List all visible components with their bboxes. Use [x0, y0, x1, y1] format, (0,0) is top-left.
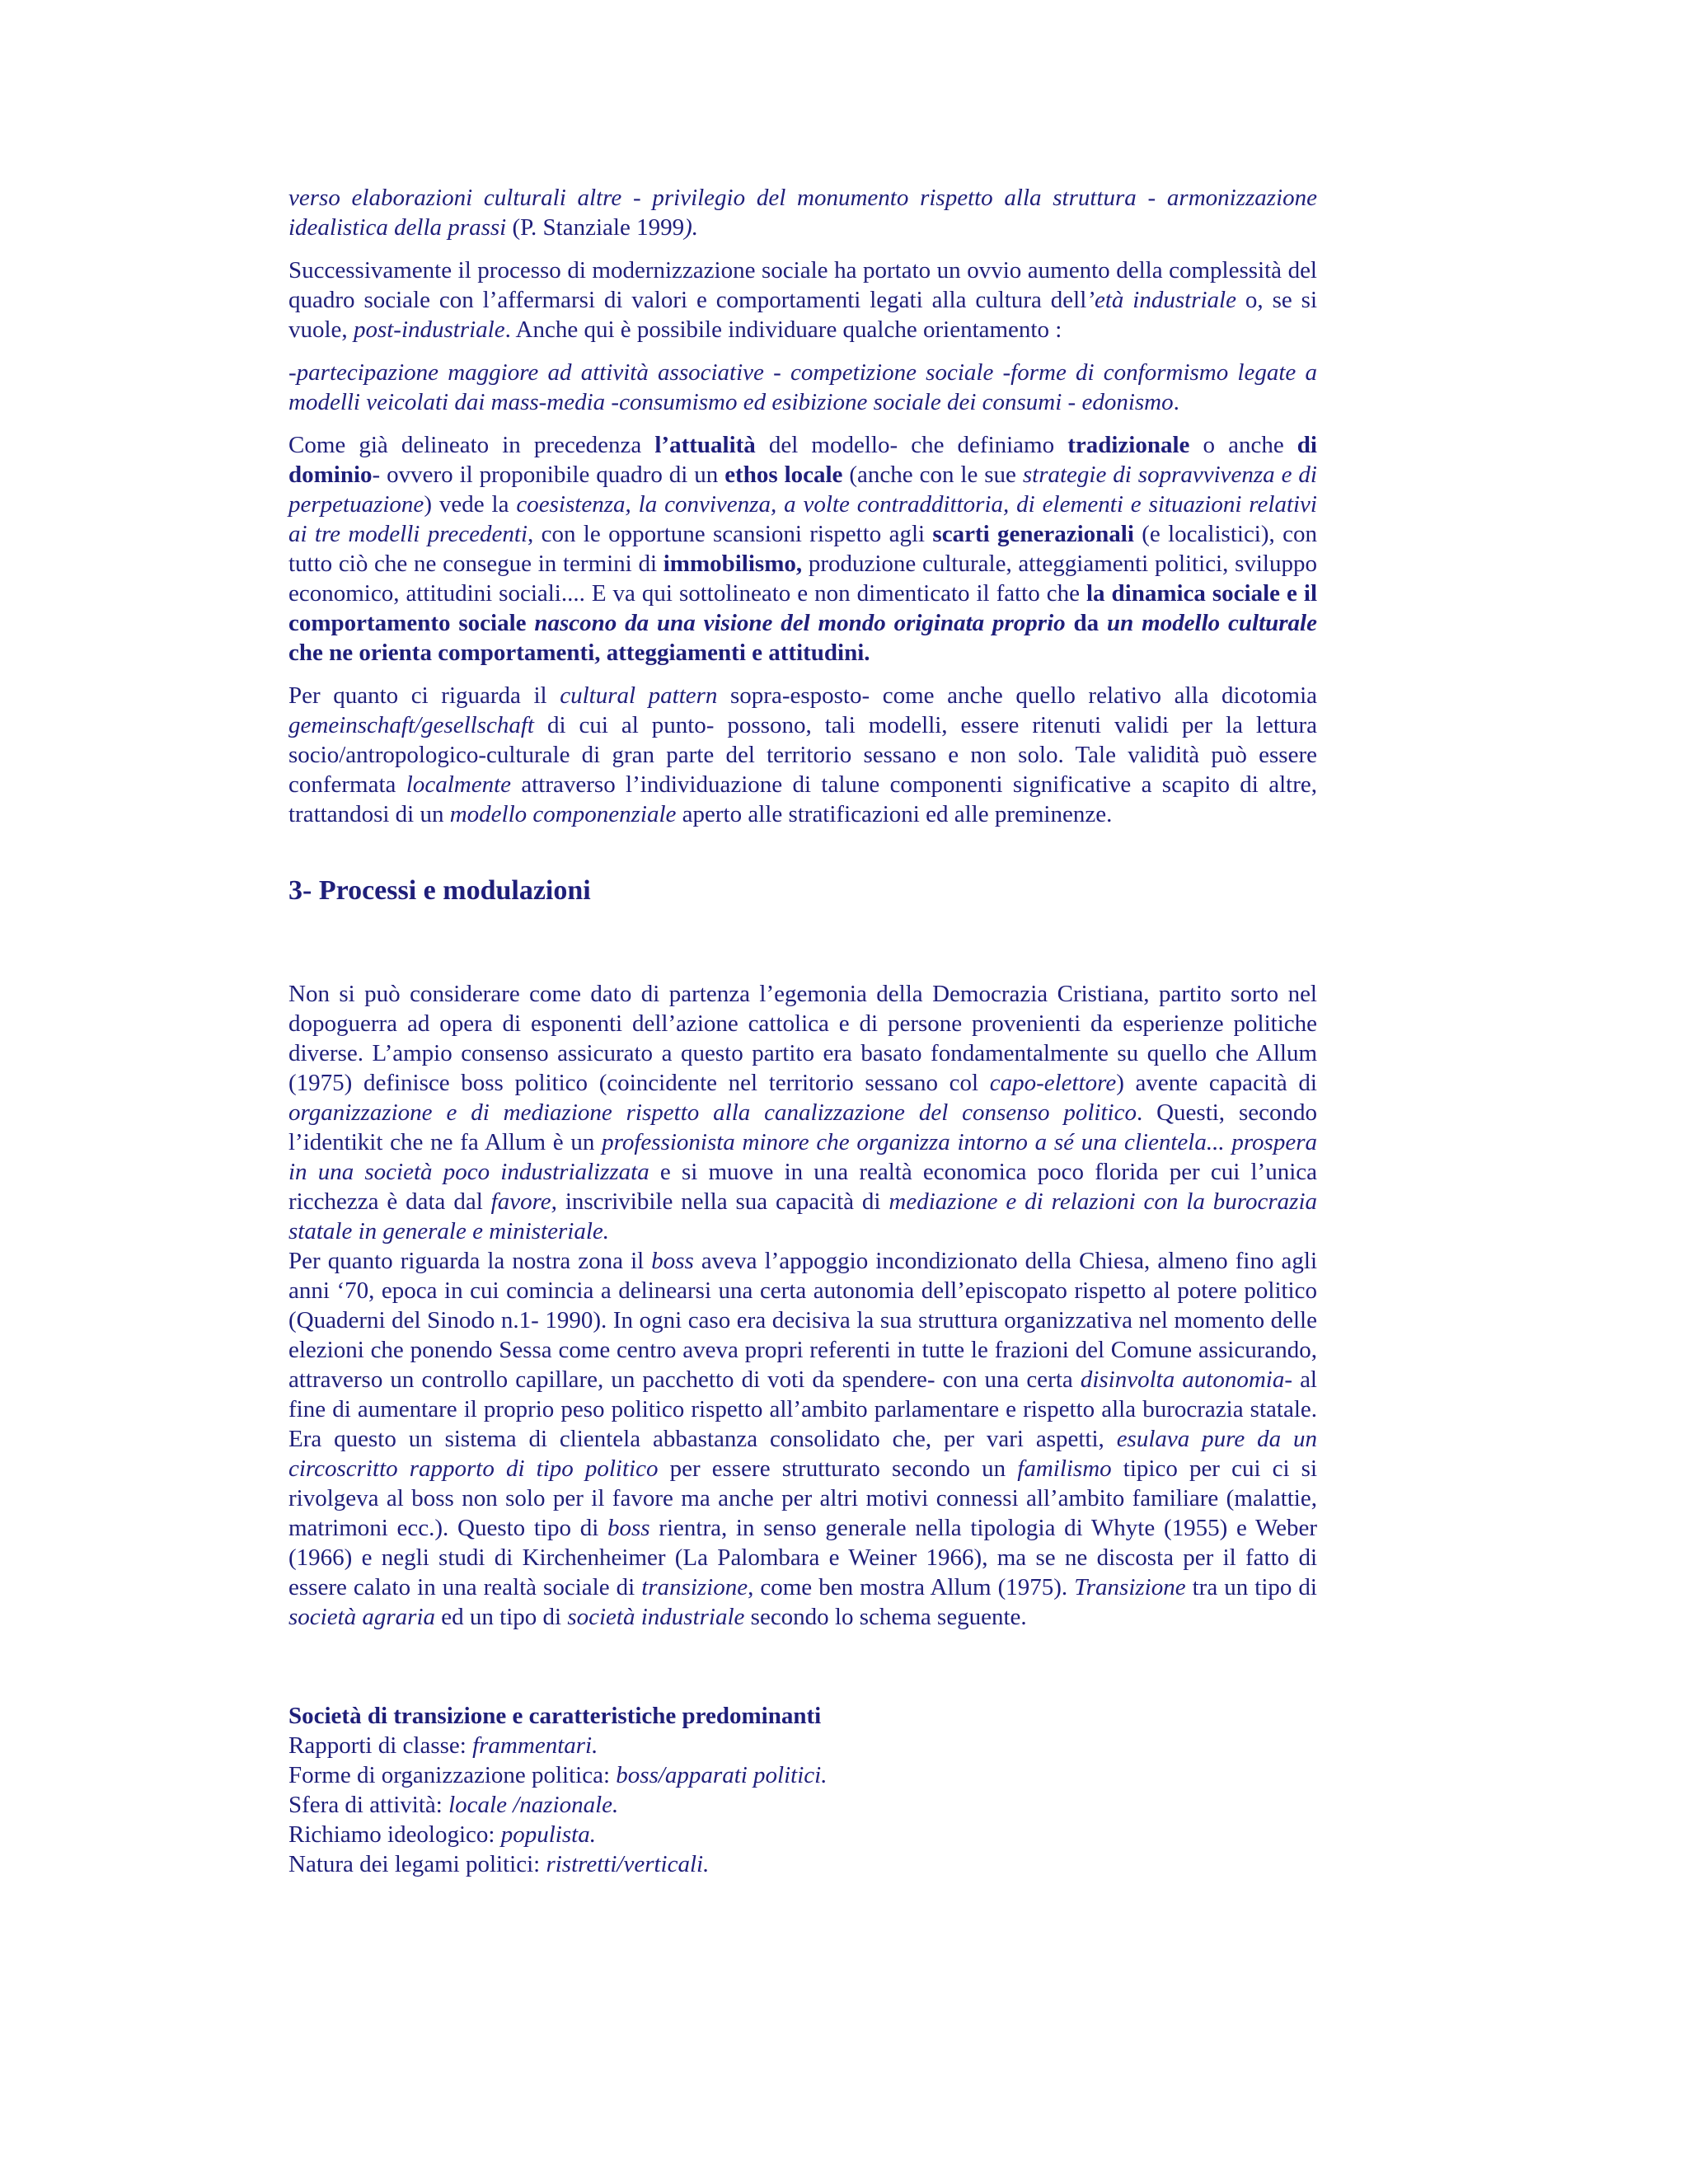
list-item	[288, 1820, 1317, 1849]
text-run: -partecipazione maggiore ad attività associative - competizione sociale -forme di conformismo legate a modelli veicolati dai mass-media -consumismo ed esibizione sociale dei consumi - edonismo	[288, 359, 1317, 415]
list-item-label: Rapporti di classe:	[288, 1732, 473, 1759]
text-run: di cui al punto- possono, tali modelli, essere ritenuti validi per la lettura socio/antropologico-culturale di gran parte del territorio sessano e non solo. Tale validità può essere confermata	[288, 712, 1317, 798]
text-run: organizzazione e di mediazione rispetto alla canalizzazione del consenso politico	[288, 1099, 1137, 1126]
list-items	[288, 1731, 1317, 1879]
list-item	[288, 1731, 1317, 1760]
text-run: sopra-esposto- come anche quello relativo alla dicotomia	[717, 682, 1318, 709]
paragraph	[288, 358, 1317, 417]
text-run: post-industriale	[353, 316, 505, 343]
list-item-value: populista.	[500, 1821, 596, 1848]
text-run: transizione	[641, 1574, 748, 1601]
text-run: - ovvero il proponibile quadro di un	[372, 462, 725, 488]
text-run: Come già delineato in precedenza	[288, 432, 655, 458]
list-item-label: Sfera di attività:	[288, 1792, 449, 1818]
text-run: o, se si vuole,	[288, 287, 1317, 343]
list-item-value: locale /nazionale.	[448, 1792, 619, 1818]
text-run: l’attualità	[654, 432, 756, 458]
text-run: per essere strutturato secondo un	[658, 1455, 1018, 1482]
text-run: mediazione e di relazioni con la burocrazia statale in generale e ministeriale.	[288, 1188, 1318, 1244]
paragraph	[288, 255, 1317, 344]
text-run: capo-elettore	[989, 1070, 1117, 1096]
text-run: .	[1173, 389, 1179, 415]
text-run: tipico per cui ci si rivolgeva al boss non solo per il favore ma anche per altri motivi connessi all’ambito familiare (malattie, matrimoni ecc.). Questo tipo di	[288, 1455, 1318, 1541]
list-item-value: ristretti/verticali.	[546, 1851, 710, 1877]
text-run: professionista minore che organizza intorno a sé una clientela... prospera in una società poco industrializzata	[288, 1129, 1317, 1185]
text-run: di dominio	[288, 432, 1317, 488]
text-run: , come ben mostra Allum (1975).	[748, 1574, 1075, 1601]
text-run: produzione culturale, atteggiamenti politici, sviluppo economico, attitudini sociali.... E va qui sottolineato e non dimenticato il fatto che	[288, 551, 1317, 607]
text-run: nascono da una visione del mondo originata proprio	[534, 610, 1066, 636]
text-run: tra un tipo di	[1185, 1574, 1317, 1601]
text-run: verso elaborazioni culturali altre - privilegio del monumento rispetto alla struttura - armonizzazione idealistica della prassi	[288, 185, 1317, 241]
list-item-value: boss/apparati politici.	[616, 1762, 828, 1788]
text-run: disinvolta autonomia	[1080, 1366, 1285, 1393]
text-run: società agraria	[288, 1604, 436, 1630]
text-run: scarti generazionali	[932, 521, 1134, 547]
text-run: modello componenziale	[449, 801, 677, 827]
list-item-label: Richiamo ideologico:	[288, 1821, 501, 1848]
text-run: coesistenza, la convivenza, a volte contraddittoria, di elementi e situazioni relativi ai tre modelli precedenti	[288, 491, 1317, 547]
section-heading: 3- Processi e modulazioni	[288, 875, 591, 906]
text-run: boss	[607, 1515, 650, 1541]
text-run: (P. Stanziale 1999	[506, 214, 685, 241]
text-run: familismo	[1017, 1455, 1112, 1482]
text-run: localmente	[406, 771, 512, 798]
text-run: - al fine di aumentare il proprio peso politico rispetto all’ambito parlamentare e rispetto alla burocrazia statale. Era questo un sistema di clientela abbastanza consolidato che, per vari aspetti,	[288, 1366, 1317, 1452]
list-title: Società di transizione e caratteristiche predominanti	[288, 1703, 822, 1729]
text-run: boss	[651, 1248, 694, 1274]
paragraph	[288, 1246, 1317, 1632]
text-run: del modello- che definiamo	[755, 432, 1068, 458]
text-run: e si muove in una realtà economica poco florida per cui l’unica ricchezza è data dal	[288, 1159, 1318, 1215]
text-run: Per quanto ci riguarda il	[288, 682, 560, 709]
list-item-value: frammentari.	[472, 1732, 598, 1759]
text-run: rientra, in senso generale nella tipologia di Whyte (1955) e Weber (1966) e negli studi di Kirchenheimer (La Palombara e Weiner 1966), ma se ne discosta per il fatto di essere calato in una realtà sociale di	[288, 1515, 1317, 1601]
text-run: Transizione	[1074, 1574, 1186, 1601]
text-run: un modello culturale	[1107, 610, 1317, 636]
text-run: ) avente capacità di	[1116, 1070, 1317, 1096]
text-run: immobilismo,	[663, 551, 803, 577]
list-item-label: Forme di organizzazione politica:	[288, 1762, 617, 1788]
text-run: ).	[684, 214, 698, 241]
document-page	[288, 183, 1317, 1879]
text-run: Per quanto riguarda la nostra zona il	[288, 1248, 652, 1274]
text-run: . Anche qui è possibile individuare qualche orientamento :	[504, 316, 1062, 343]
text-run: strategie di sopravvivenza e di perpetuazione	[288, 462, 1317, 518]
text-run: favore,	[490, 1188, 557, 1215]
text-run: (anche con le sue	[842, 462, 1023, 488]
text-run: Successivamente il processo di modernizzazione sociale ha portato un ovvio aumento della complessità del quadro sociale con l’affermarsi di valori e comportamenti legati alla cultura dell	[288, 257, 1317, 313]
paragraph	[288, 430, 1317, 668]
list-item-label: Natura dei legami politici:	[288, 1851, 546, 1877]
text-section-before-heading	[288, 183, 1317, 829]
list-item	[288, 1849, 1317, 1879]
text-run: o anche	[1189, 432, 1297, 458]
text-run: la dinamica sociale e il comportamento sociale	[288, 580, 1318, 636]
text-run: che ne orienta comportamenti, atteggiamenti e attitudini.	[288, 640, 870, 666]
text-run: cultural pattern	[560, 682, 718, 709]
text-run: aperto alle stratificazioni ed alle preminenze.	[676, 801, 1113, 827]
text-run: , con le opportune scansioni rispetto agli	[528, 521, 933, 547]
text-run: ethos locale	[724, 462, 843, 488]
text-run: tradizionale	[1067, 432, 1190, 458]
text-run: da	[1065, 610, 1108, 636]
text-run: inscrivibile nella sua capacità di	[556, 1188, 889, 1215]
text-run: . Questi, secondo l’identikit che ne fa Allum è un	[288, 1099, 1317, 1155]
text-run: attraverso l’individuazione di talune componenti significative a scapito di altre, trattandosi di un	[288, 771, 1317, 827]
text-run: esulava pure da un circoscritto rapporto di tipo politico	[288, 1426, 1317, 1482]
list-item	[288, 1790, 1317, 1820]
text-run: ’età industriale	[1086, 287, 1236, 313]
text-run: ed un tipo di	[435, 1604, 568, 1630]
text-run: Non si può considerare come dato di partenza l’egemonia della Democrazia Cristiana, partito sorto nel dopoguerra ad opera di esponenti dell’azione cattolica e di persone provenienti da esperienze politiche diverse. L’ampio consenso assicurato a questo partito era basato fondamentalmente su quello che Allum (1975) definisce boss politico (coincidente nel territorio sessano col	[288, 981, 1317, 1096]
list-item	[288, 1760, 1317, 1790]
text-run: società industriale	[567, 1604, 745, 1630]
transition-society-list	[288, 1701, 1317, 1879]
text-section-after-heading	[288, 979, 1317, 1632]
paragraph	[288, 979, 1317, 1246]
text-run: (e localistici), con tutto ciò che ne consegue in termini di	[288, 521, 1317, 577]
text-run: secondo lo schema seguente.	[744, 1604, 1027, 1630]
text-run: ) vede la	[424, 491, 517, 518]
paragraph	[288, 183, 1317, 242]
text-run: gemeinschaft/gesellschaft	[288, 712, 534, 738]
paragraph	[288, 681, 1317, 829]
text-run: aveva l’appoggio incondizionato della Chiesa, almeno fino agli anni ‘70, epoca in cui comincia a delinearsi una certa autonomia dell’episcopato rispetto al potere politico (Quaderni del Sinodo n.1- 1990). In ogni caso era decisiva la sua struttura organizzativa nel momento delle elezioni che ponendo Sessa come centro aveva propri referenti in tutte le frazioni del Comune assicurando, attraverso un controllo capillare, un pacchetto di voti da spendere- con una certa	[288, 1248, 1317, 1393]
